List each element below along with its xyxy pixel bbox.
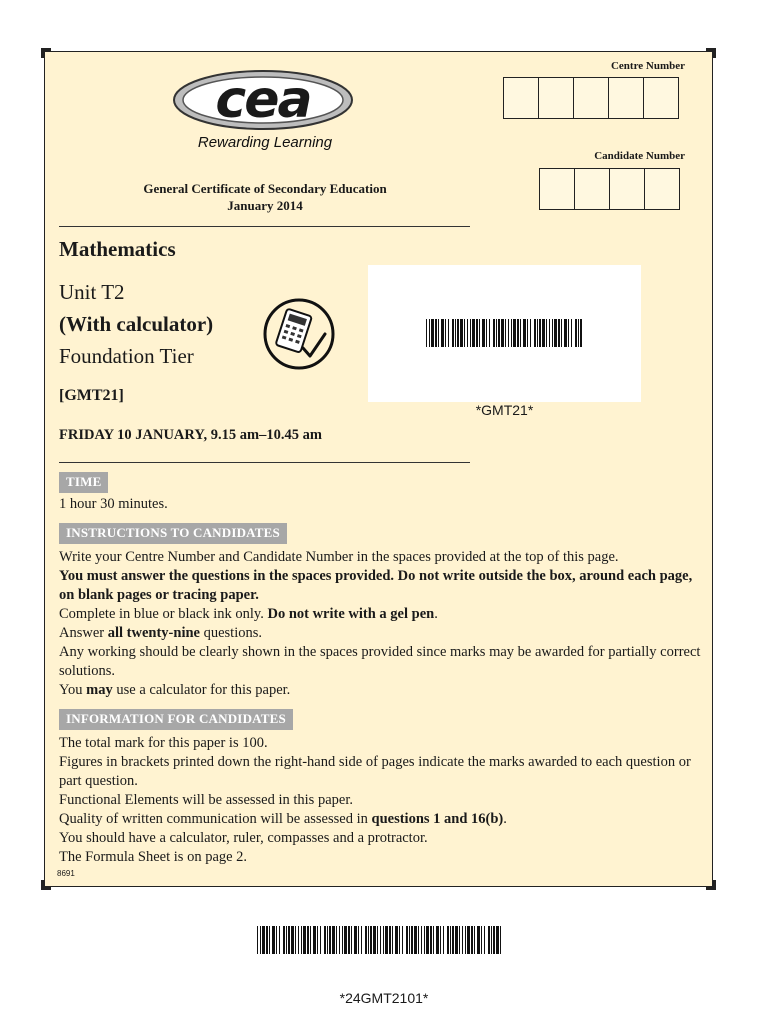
instructions-body xyxy=(59,548,709,700)
divider xyxy=(59,226,470,227)
candidate-number-label: Candidate Number xyxy=(594,150,685,162)
information-body xyxy=(59,734,709,867)
barcode-panel xyxy=(368,265,641,402)
paper-code: [GMT21] xyxy=(59,387,124,404)
centre-number-digit[interactable] xyxy=(503,77,539,119)
candidate-number-digit[interactable] xyxy=(644,168,680,210)
instructions-heading: INSTRUCTIONS TO CANDIDATES xyxy=(59,523,287,544)
corner-mark xyxy=(706,880,716,890)
document-code: 8691 xyxy=(57,869,75,878)
exam-session: January 2014 xyxy=(227,198,303,213)
centre-number-digit[interactable] xyxy=(573,77,609,119)
centre-number-digit[interactable] xyxy=(608,77,644,119)
information-heading: INFORMATION FOR CANDIDATES xyxy=(59,709,293,730)
corner-mark xyxy=(41,48,51,58)
logo-tagline: Rewarding Learning xyxy=(197,134,333,151)
candidate-number-digit[interactable] xyxy=(539,168,575,210)
candidate-number-digit[interactable] xyxy=(609,168,645,210)
instruction-line: Answer all twenty-nine questions. xyxy=(59,625,262,641)
qualification-title: General Certificate of Secondary Education xyxy=(143,181,387,196)
centre-number-digit[interactable] xyxy=(538,77,574,119)
centre-number-digit[interactable] xyxy=(643,77,679,119)
instruction-line: Any working should be clearly shown in the spaces provided since marks may be awarded for partially correct solutions. xyxy=(59,644,701,679)
svg-text:cea: cea xyxy=(215,70,311,130)
divider xyxy=(59,462,470,463)
candidate-number-digit[interactable] xyxy=(574,168,610,210)
barcode-icon xyxy=(426,319,582,347)
corner-mark xyxy=(41,880,51,890)
barcode-label: *GMT21* xyxy=(475,402,534,418)
candidate-number-boxes xyxy=(540,168,680,210)
centre-number-boxes xyxy=(504,77,679,119)
instruction-line: Write your Centre Number and Candidate Number in the spaces provided at the top of this page. xyxy=(59,549,619,565)
information-line: You should have a calculator, ruler, compasses and a protractor. xyxy=(59,830,428,846)
qualification-block xyxy=(105,180,425,214)
exam-cover-sheet xyxy=(44,51,713,887)
time-heading: TIME xyxy=(59,472,108,493)
information-line: The total mark for this paper is 100. xyxy=(59,735,268,751)
corner-mark xyxy=(706,48,716,58)
unit-label: Unit T2 xyxy=(59,280,125,304)
instruction-line: You must answer the questions in the spaces provided. Do not write outside the box, around each page, on blank pages or tracing paper. xyxy=(59,568,693,603)
subject-title: Mathematics xyxy=(59,237,176,261)
instruction-line: Complete in blue or black ink only. Do not write with a gel pen. xyxy=(59,606,438,622)
information-line: Functional Elements will be assessed in this paper. xyxy=(59,792,353,808)
information-line: Figures in brackets printed down the right-hand side of pages indicate the marks awarded to each question or part question. xyxy=(59,754,691,789)
centre-number-label: Centre Number xyxy=(610,60,685,72)
information-line: The Formula Sheet is on page 2. xyxy=(59,849,248,865)
barcode-icon xyxy=(257,926,503,954)
barcode-label: *24GMT2101* xyxy=(339,990,429,1006)
information-line: Quality of written communication will be assessed in questions 1 and 16(b). xyxy=(59,811,507,827)
instruction-line: You may use a calculator for this paper. xyxy=(59,682,291,698)
exam-datetime: FRIDAY 10 JANUARY, 9.15 am–10.45 am xyxy=(59,427,322,443)
tier-label: Foundation Tier xyxy=(59,344,194,368)
time-text: 1 hour 30 minutes. xyxy=(59,496,168,512)
calculator-icon xyxy=(263,298,335,370)
cea-logo xyxy=(171,68,355,132)
calculator-note: (With calculator) xyxy=(59,312,214,336)
